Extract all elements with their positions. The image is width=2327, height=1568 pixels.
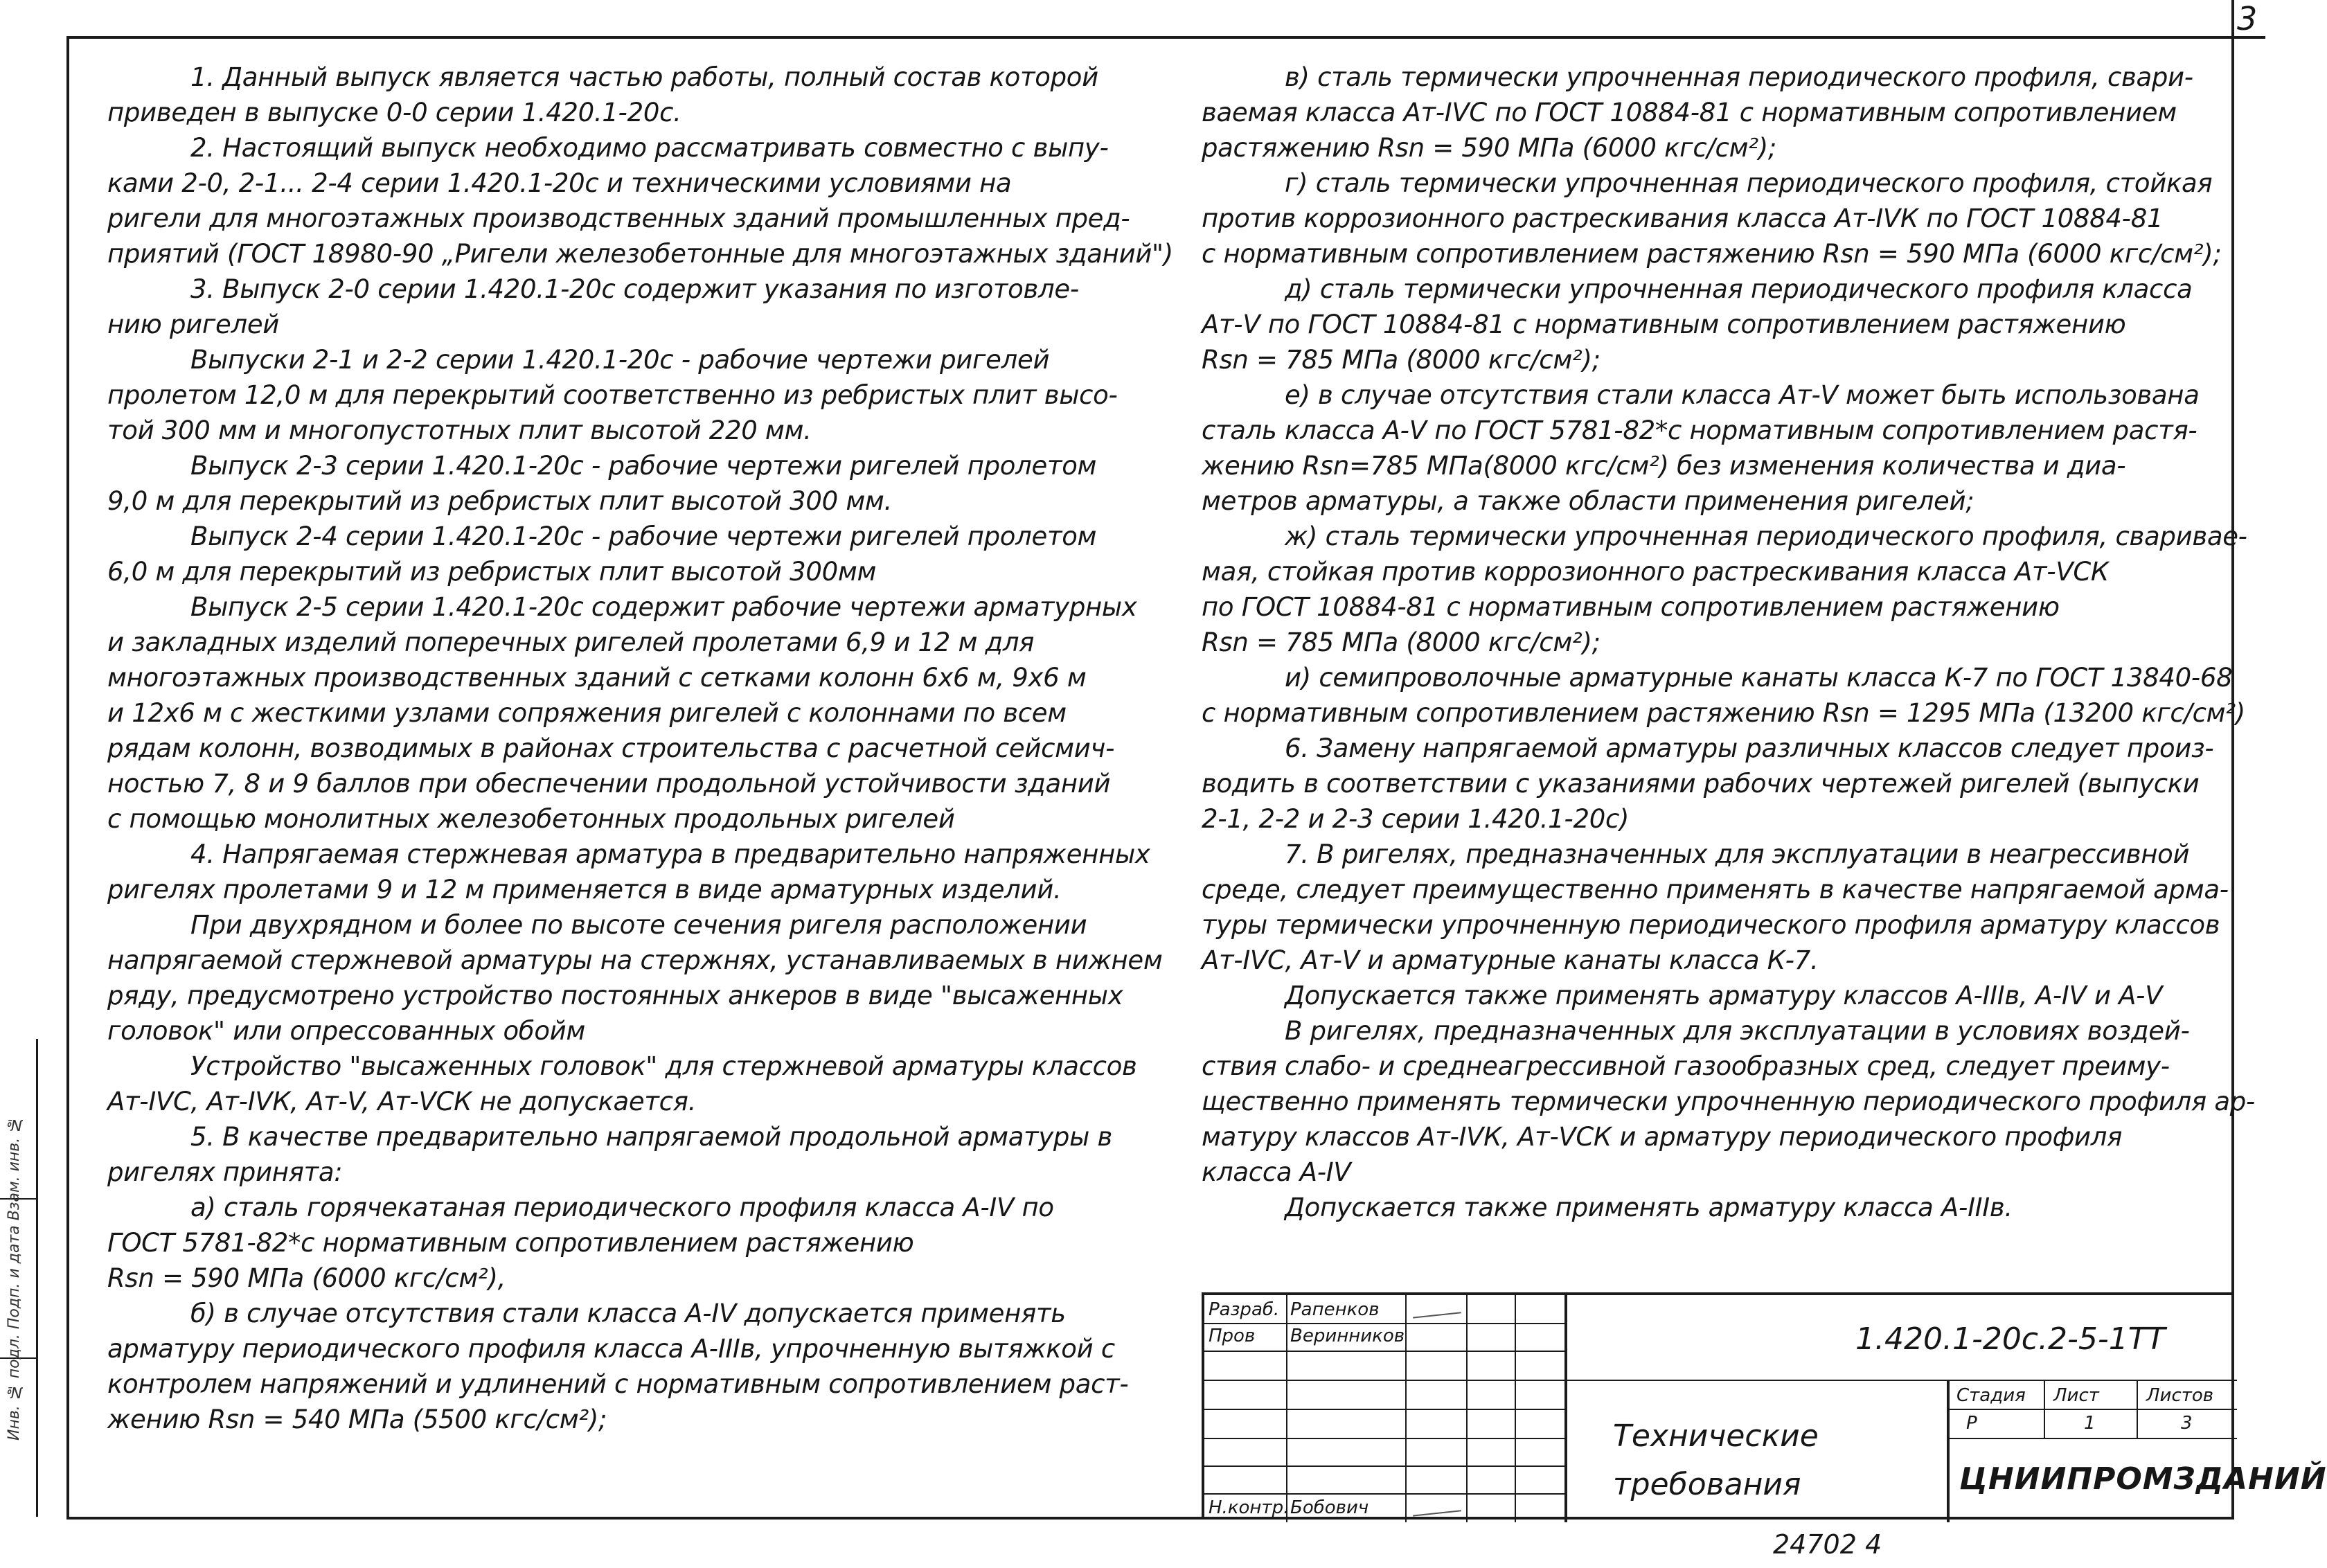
tb-rule <box>1286 1295 1287 1522</box>
text-line: 6,0 м для перекрытий из ребристых плит высотой 300мм <box>107 557 877 587</box>
document-title-line1: Технические <box>1613 1418 1819 1454</box>
text-line: ригелях принята: <box>107 1157 343 1187</box>
text-line: многоэтажных производственных зданий с сетками колонн 6х6 м, 9х6 м <box>107 663 1087 693</box>
binding-labels: Инв. № подл. Подп. и дата Взам. инв. № <box>6 1115 23 1441</box>
tb-sheets-value: 3 <box>2181 1413 2193 1434</box>
document-code: 1.420.1-20с.2-5-1ТТ <box>1855 1321 2166 1357</box>
tb-rule <box>2044 1380 2045 1438</box>
text-line: Устройство "высаженных головок" для стержневой арматуры классов <box>190 1051 1137 1081</box>
text-line: Ат-IVС, Ат-IVК, Ат-V, Ат-VСК не допускается. <box>107 1087 697 1116</box>
tb-rule <box>1466 1295 1468 1522</box>
text-line: 4. Напрягаемая стержневая арматура в предварительно напряженных <box>190 839 1150 869</box>
tb-rule <box>1204 1465 1564 1467</box>
text-line: и 12х6 м с жесткими узлами сопряжения ригелей с колоннами по всем <box>107 698 1067 728</box>
text-line: 9,0 м для перекрытий из ребристых плит высотой 300 мм. <box>107 486 893 516</box>
text-line: Допускается также применять арматуру класса А-IIIв. <box>1285 1193 2013 1222</box>
tb-rule <box>1204 1409 1564 1410</box>
text-line: В ригелях, предназначенных для эксплуатации в условиях воздей- <box>1285 1016 2190 1046</box>
text-line: ряду, предусмотрено устройство постоянных анкеров в виде "высаженных <box>107 981 1123 1010</box>
tb-name-developed: Рапенков <box>1290 1299 1380 1320</box>
tb-rule <box>1947 1409 2237 1410</box>
tb-sheet-label: Лист <box>2053 1385 2099 1406</box>
tb-name-norm-control: Бобович <box>1290 1497 1369 1518</box>
text-line: щественно применять термически упрочненную периодического профиля ар- <box>1202 1087 2255 1116</box>
text-line: Ат-IVС, Ат-V и арматурные канаты класса К-7. <box>1202 945 1819 975</box>
text-line: 7. В ригелях, предназначенных для эксплуатации в неагрессивной <box>1285 839 2190 869</box>
document-title-line2: требования <box>1613 1467 1801 1502</box>
text-line: растяжению Rsn = 590 МПа (6000 кгс/см²); <box>1202 133 1777 163</box>
text-line: При двухрядном и более по высоте сечения ригеля расположении <box>190 910 1087 940</box>
tb-rule <box>1204 1438 1564 1439</box>
tb-rule <box>1947 1380 1950 1522</box>
text-line: ж) сталь термически упрочненная периодического профиля, свариваe- <box>1285 522 2247 551</box>
text-line: 2. Настоящий выпуск необходимо рассматривать совместно с выпу- <box>190 133 1109 163</box>
tb-rule <box>1204 1380 1564 1381</box>
text-line: метров арматуры, а также области применения ригелей; <box>1202 486 1974 516</box>
text-line: среде, следует преимущественно применять в качестве напрягаемой арма- <box>1202 875 2229 905</box>
tb-name-checked: Веринников <box>1290 1326 1405 1346</box>
text-line: пролетом 12,0 м для перекрытий соответственно из ребристых плит высо- <box>107 380 1118 410</box>
text-line: арматуру периодического профиля класса А-IIIв, упрочненную вытяжкой с <box>107 1334 1115 1364</box>
bottom-archive-number: 24702 4 <box>1773 1529 1882 1560</box>
text-line: водить в соответствии с указаниями рабочих чертежей ригелей (выпуски <box>1202 769 2200 799</box>
tb-stage-label: Стадия <box>1956 1385 2026 1406</box>
text-line: Выпуск 2-4 серии 1.420.1-20с - рабочие чертежи ригелей пролетом <box>190 522 1097 551</box>
text-line: ригелях пролетами 9 и 12 м применяется в виде арматурных изделий. <box>107 875 1062 905</box>
tb-rule <box>1947 1438 2237 1439</box>
text-line: жению Rsn=785 МПа(8000 кгс/см²) без изменения количества и диа- <box>1202 451 2126 481</box>
text-line: б) в случае отсутствия стали класса А-IV допускается применять <box>190 1299 1066 1328</box>
tb-rule <box>1515 1295 1516 1522</box>
tb-rule <box>2137 1380 2138 1438</box>
text-line: ностью 7, 8 и 9 баллов при обеспечении продольной устойчивости зданий <box>107 769 1111 799</box>
title-block <box>1202 1292 2327 1520</box>
signature-norm-control <box>1411 1497 1461 1516</box>
text-line: приведен в выпуске 0-0 серии 1.420.1-20с. <box>107 98 681 127</box>
text-line: Выпуск 2-3 серии 1.420.1-20с - рабочие чертежи ригелей пролетом <box>190 451 1097 481</box>
text-line: г) сталь термически упрочненная периодического профиля, стойкая <box>1285 168 2213 198</box>
text-line: головок" или опрессованных обойм <box>107 1016 586 1046</box>
text-line: 6. Замену напрягаемой арматуры различных классов следует произ- <box>1285 733 2214 763</box>
tb-rule <box>1204 1323 1564 1324</box>
text-line: рядам колонн, возводимых в районах строительства с расчетной сейсмич- <box>107 733 1115 763</box>
page-number-divider <box>2231 0 2234 37</box>
text-line: е) в случае отсутствия стали класса Ат-V может быть использована <box>1285 380 2200 410</box>
signature-developed <box>1411 1299 1461 1318</box>
text-line: ками 2-0, 2-1... 2-4 серии 1.420.1-20с и техническими условиями на <box>107 168 1012 198</box>
text-line: сталь класса А-V по ГОСТ 5781-82*с нормативным сопротивлением растя- <box>1202 416 2197 445</box>
text-line: в) сталь термически упрочненная периодического профиля, свари- <box>1285 62 2193 92</box>
text-line: напрягаемой стержневой арматуры на стержнях, устанавливаемых в нижнем <box>107 945 1163 975</box>
text-line: ригели для многоэтажных производственных зданий промышленных пред- <box>107 204 1130 233</box>
text-column-left <box>107 60 1173 1437</box>
text-line: нию ригелей <box>107 310 280 339</box>
tb-role-norm-control: Н.контр. <box>1209 1497 1290 1518</box>
text-line: Rsn = 785 МПа (8000 кгс/см²); <box>1202 627 1601 657</box>
text-line: и) семипроволочные арматурные канаты класса К-7 по ГОСТ 13840-68 <box>1285 663 2233 693</box>
text-line: Rsn = 785 МПа (8000 кгс/см²); <box>1202 345 1601 375</box>
text-line: мая, стойкая против коррозионного растрескивания класса Ат-VСК <box>1202 557 2109 587</box>
tb-rule <box>1204 1351 1564 1352</box>
text-line: против коррозионного растрескивания класса Ат-IVК по ГОСТ 10884-81 <box>1202 204 2164 233</box>
text-line: ГОСТ 5781-82*с нормативным сопротивлением растяжению <box>107 1228 914 1258</box>
text-line: 5. В качестве предварительно напрягаемой продольной арматуры в <box>190 1122 1112 1152</box>
text-line: д) сталь термически упрочненная периодического профиля класса <box>1285 274 2193 304</box>
text-line: приятий (ГОСТ 18980-90 „Ригели железобетонные для многоэтажных зданий") <box>107 239 1173 269</box>
text-line: Выпуск 2-5 серии 1.420.1-20с содержит рабочие чертежи арматурных <box>190 592 1137 622</box>
text-line: с помощью монолитных железобетонных продольных ригелей <box>107 804 955 834</box>
text-line: 1. Данный выпуск является частью работы, полный состав которой <box>190 62 1098 92</box>
page-number: 3 <box>2237 0 2258 37</box>
text-line: ствия слабо- и среднеагрессивной газообразных сред, следует преиму- <box>1202 1051 2170 1081</box>
tb-sheet-value: 1 <box>2084 1413 2096 1434</box>
text-line: Ат-V по ГОСТ 10884-81 с нормативным сопротивлением растяжению <box>1202 310 2126 339</box>
tb-rule <box>1405 1295 1407 1522</box>
tb-role-checked: Пров <box>1209 1326 1256 1346</box>
text-line: с нормативным сопротивлением растяжению Rsn = 1295 МПа (13200 кгс/см²) <box>1202 698 2245 728</box>
text-line: Rsn = 590 МПа (6000 кгс/см²), <box>107 1263 506 1293</box>
text-line: по ГОСТ 10884-81 с нормативным сопротивлением растяжению <box>1202 592 2060 622</box>
organization-name: ЦНИИПРОМЗДАНИЙ <box>1959 1461 2327 1497</box>
tb-rule <box>1204 1493 1564 1495</box>
text-line: Выпуски 2-1 и 2-2 серии 1.420.1-20с - рабочие чертежи ригелей <box>190 345 1050 375</box>
text-line: Допускается также применять арматуру классов А-IIIв, А-IV и А-V <box>1285 981 2163 1010</box>
text-line: контролем напряжений и удлинений с нормативным сопротивлением раст- <box>107 1369 1129 1399</box>
text-line: а) сталь горячекатаная периодического профиля класса А-IV по <box>190 1193 1054 1222</box>
text-line: ваемая класса Ат-IVС по ГОСТ 10884-81 с нормативным сопротивлением <box>1202 98 2177 127</box>
text-line: матуру классов Ат-IVК, Ат-VСК и арматуру периодического профиля <box>1202 1122 2123 1152</box>
tb-rule <box>1564 1295 1567 1522</box>
text-line: 2-1, 2-2 и 2-3 серии 1.420.1-20с) <box>1202 804 1630 834</box>
text-line: 3. Выпуск 2-0 серии 1.420.1-20с содержит указания по изготовле- <box>190 274 1079 304</box>
text-line: туры термически упрочненную периодического профиля арматуру классов <box>1202 910 2220 940</box>
text-line: класса А-IV <box>1202 1157 1351 1187</box>
text-line: и закладных изделий поперечных ригелей пролетами 6,9 и 12 м для <box>107 627 1035 657</box>
tb-role-developed: Разраб. <box>1209 1299 1280 1320</box>
text-column-right <box>1202 60 2255 1225</box>
tb-stage-value: Р <box>1966 1413 1977 1434</box>
tb-sheets-label: Листов <box>2146 1385 2214 1406</box>
text-line: той 300 мм и многопустотных плит высотой 220 мм. <box>107 416 812 445</box>
text-line: с нормативным сопротивлением растяжению Rsn = 590 МПа (6000 кгс/см²); <box>1202 239 2222 269</box>
text-line: жению Rsn = 540 МПа (5500 кгс/см²); <box>107 1405 607 1434</box>
